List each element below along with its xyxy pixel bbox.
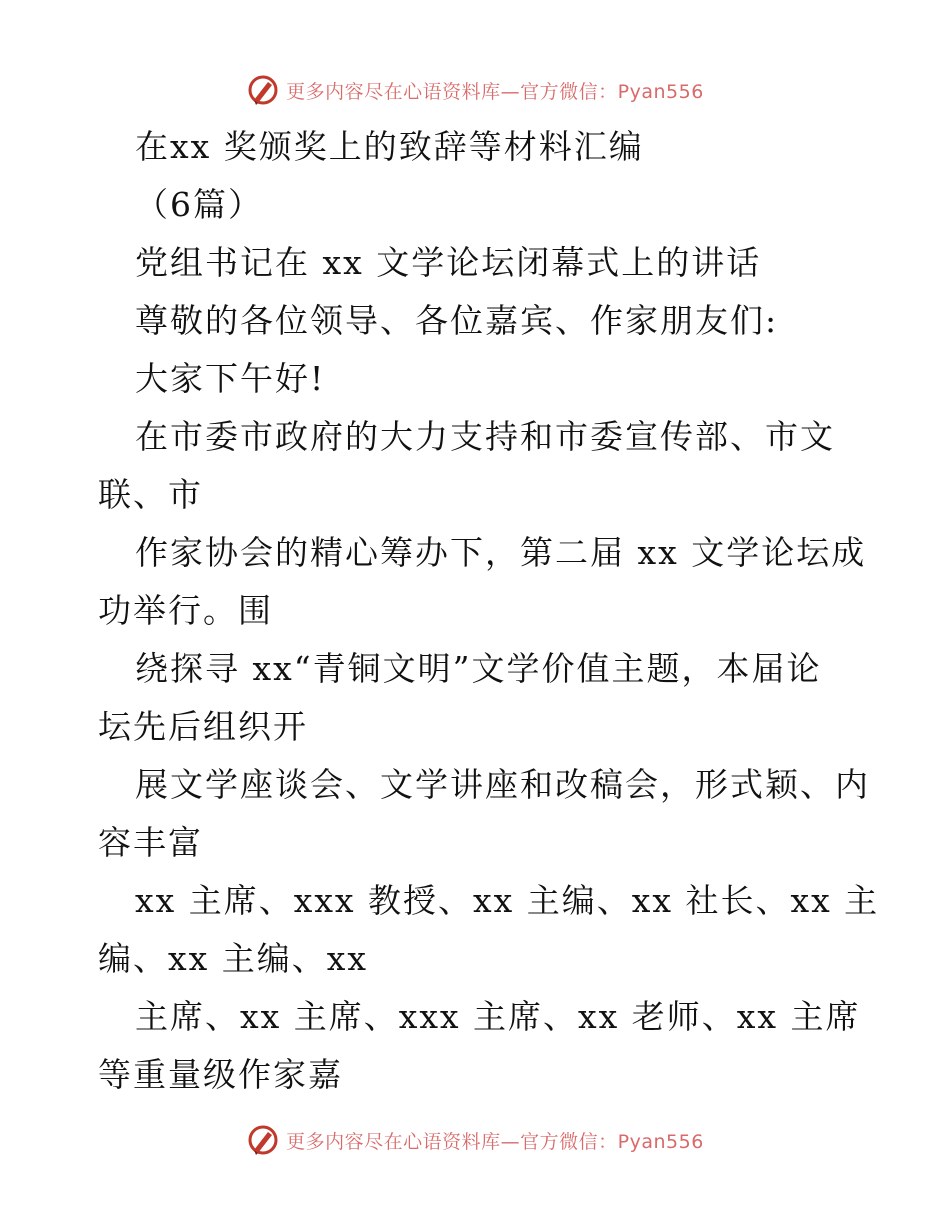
text-line: 尊敬的各位领导、各位嘉宾、作家朋友们: [135, 301, 779, 340]
text-line: 大家下午好! [135, 359, 326, 398]
text-line: 在市委市政府的大力支持和市委宣传部、市文 [135, 417, 835, 456]
header-banner [0, 70, 950, 110]
text-line: 坛先后组织开 [98, 707, 308, 746]
text-line: 功举行。围 [98, 591, 273, 630]
text-line: 绕探寻 xx“青铜文明”文学价值主题，本届论 [135, 649, 822, 688]
pen-logo-icon [246, 73, 280, 107]
header-banner-text: 更多内容尽在心语资料库—官方微信：Pyan556 [286, 80, 704, 103]
document-body [98, 118, 880, 1104]
footer-banner-text: 更多内容尽在心语资料库—官方微信：Pyan556 [286, 1130, 704, 1153]
footer-banner [0, 1120, 950, 1160]
text-line: 作家协会的精心筹办下，第二届 xx 文学论坛成 [135, 533, 867, 572]
text-line: xx 主席、xxx 教授、xx 主编、xx 社长、xx 主 [135, 881, 880, 920]
pen-logo-icon [246, 1123, 280, 1157]
text-line: 容丰富 [98, 823, 203, 862]
text-line: 联、市 [98, 475, 203, 514]
text-line: 编、xx 主编、xx [98, 939, 368, 978]
text-line: 党组书记在 xx 文学论坛闭幕式上的讲话 [135, 243, 762, 282]
text-line: 主席、xx 主席、xxx 主席、xx 老师、xx 主席 [135, 997, 861, 1036]
text-line: 展文学座谈会、文学讲座和改稿会，形式颖、内 [135, 765, 870, 804]
text-line: （6篇） [135, 185, 263, 224]
text-line: 在xx 奖颁奖上的致辞等材料汇编 [135, 127, 644, 166]
text-line: 等重量级作家嘉 [98, 1055, 343, 1094]
